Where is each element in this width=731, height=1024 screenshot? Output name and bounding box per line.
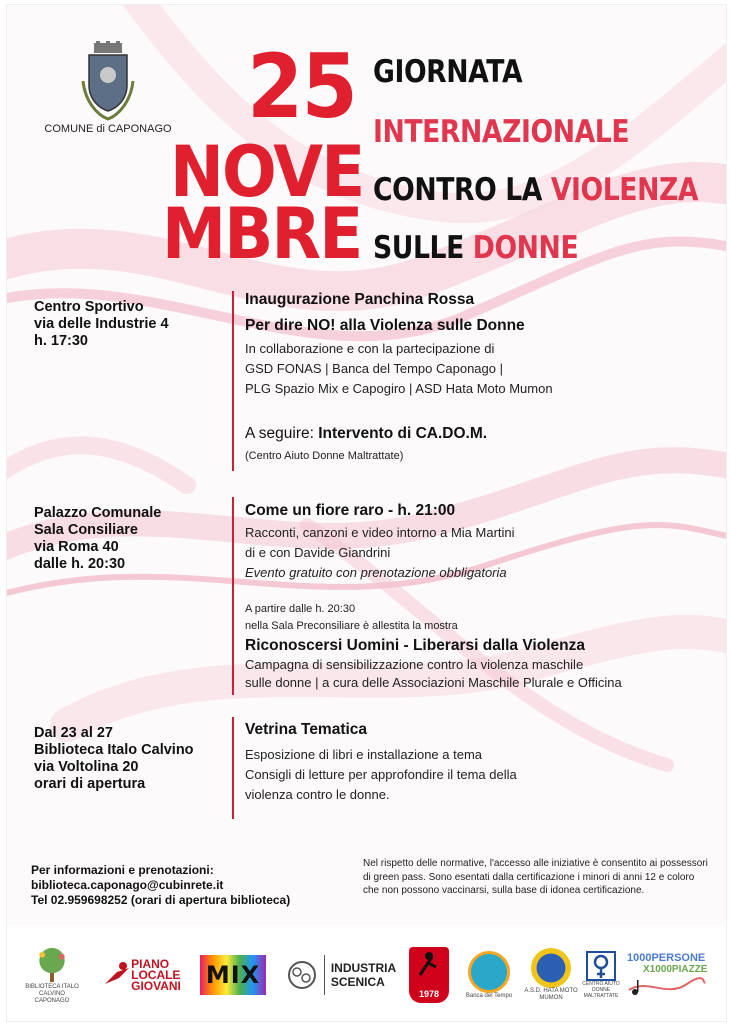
figure-icon bbox=[103, 960, 131, 990]
event3-divider bbox=[232, 717, 234, 819]
music-wave-icon bbox=[627, 976, 707, 998]
partner-logos-strip bbox=[7, 925, 726, 1021]
event1-location-line: via delle Industrie 4 bbox=[34, 316, 169, 332]
event3-detail-line: Consigli di letture per approfondire il tema della bbox=[245, 767, 517, 782]
persone-line1: 1000PERSONE bbox=[627, 952, 706, 964]
date-month-part2: MBRE bbox=[162, 193, 362, 275]
event1-location-line: Centro Sportivo bbox=[34, 299, 144, 315]
cadom-logo-caption: CENTRO AIUTO DONNE MALTRATTATE bbox=[582, 981, 620, 999]
headline-line2: INTERNAZIONALE bbox=[373, 114, 630, 150]
contact-phone: Tel 02.959698252 (orari di apertura biblioteca) bbox=[31, 893, 291, 907]
event2-divider bbox=[232, 497, 234, 695]
industria-scenica-logo bbox=[281, 945, 401, 1005]
persone-line2: X1000PIAZZE bbox=[643, 964, 708, 975]
event2-location-line: via Roma 40 bbox=[34, 539, 119, 555]
event3-location-line: orari di apertura bbox=[34, 776, 146, 792]
headline-line4-a: SULLE bbox=[373, 230, 464, 266]
event1-detail-line: In collaborazione e con la partecipazione di bbox=[245, 341, 495, 356]
event2-exhibit-detail-line: sulle donne | a cura delle Associazioni Maschile Plurale e Officina bbox=[245, 675, 622, 690]
event3-title: Vetrina Tematica bbox=[245, 721, 368, 738]
event3-location bbox=[34, 725, 194, 793]
event2-details bbox=[245, 523, 515, 583]
biblioteca-logo bbox=[21, 945, 83, 1005]
event2-exhibit-intro bbox=[245, 601, 458, 635]
event1-title: Inaugurazione Panchina Rossa bbox=[245, 291, 475, 308]
event2-location bbox=[34, 505, 161, 573]
event3-location-line: Biblioteca Italo Calvino bbox=[34, 742, 194, 758]
event3-detail-line: Esposizione di libri e installazione a tema bbox=[245, 747, 483, 762]
headline-line4-b: DONNE bbox=[472, 230, 579, 266]
fonas-year: 1978 bbox=[418, 989, 440, 999]
event3-location-line: Dal 23 al 27 bbox=[34, 725, 113, 741]
biblioteca-logo-caption: BIBLIOTECA ITALO CALVINO CAPONAGO bbox=[25, 984, 79, 1004]
event1-follow-prefix: A seguire: bbox=[245, 425, 314, 442]
tree-icon bbox=[30, 945, 74, 984]
mix-logo-box bbox=[200, 955, 266, 995]
event2-exhibit-line: A partire dalle h. 20:30 bbox=[245, 603, 356, 615]
event1-follow-title: Intervento di CA.DO.M. bbox=[318, 425, 488, 442]
date-day: 25 bbox=[247, 35, 356, 138]
green-pass-notice: Nel rispetto delle normative, l'accesso alle iniziative è consentito ai possessori di green pass. Sono esentati dalla certificazione i minori di anni 12 e coloro che non possono vaccinarsi, sulla base di idonea certificazione. bbox=[363, 858, 708, 896]
event2-detail-line: Racconti, canzoni e video intorno a Mia Martini bbox=[245, 525, 515, 540]
banca-del-tempo-logo bbox=[459, 945, 519, 1005]
hata-logo-caption: A.S.D. HATA MOTO MUMON bbox=[524, 988, 578, 1001]
event2-exhibit-line: nella Sala Preconsiliare è allestita la mostra bbox=[245, 620, 458, 632]
contact-info bbox=[31, 863, 290, 908]
piano-locale-giovani-logo bbox=[99, 945, 185, 1005]
event3-detail-line: violenza contro le donne. bbox=[245, 787, 390, 802]
piano-logo-text bbox=[131, 956, 181, 993]
cadom-logo bbox=[581, 945, 621, 1005]
mix-logo bbox=[199, 945, 267, 1005]
headline-line1: GIORNATA bbox=[373, 54, 523, 90]
banca-logo-caption: Banca del Tempo bbox=[465, 992, 513, 999]
headline-line3-b: VIOLENZA bbox=[550, 172, 699, 208]
event2-location-line: Palazzo Comunale bbox=[34, 505, 162, 521]
fonas-shield bbox=[409, 947, 449, 1003]
headline-line3 bbox=[373, 172, 699, 208]
industria-separator bbox=[324, 955, 325, 995]
mille-persone-logo bbox=[627, 945, 717, 1005]
woman-symbol-icon bbox=[586, 951, 616, 981]
piano-logo-line: LOCALE bbox=[131, 967, 181, 982]
event1-location-line: h. 17:30 bbox=[34, 333, 88, 349]
contact-email: biblioteca.caponago@cubinrete.it bbox=[31, 878, 224, 892]
event2-exhibit-detail-line: Campagna di sensibilizzazione contro la violenza maschile bbox=[245, 657, 584, 672]
industria-logo-text bbox=[331, 961, 396, 989]
event1-follow-note: (Centro Aiuto Donne Maltrattate) bbox=[245, 450, 404, 462]
contact-heading: Per informazioni e prenotazioni: bbox=[31, 863, 214, 877]
industria-logo-line: SCENICA bbox=[330, 975, 385, 989]
comune-label: COMUNE di CAPONAGO bbox=[44, 123, 172, 135]
hata-circle-icon bbox=[531, 948, 571, 988]
event2-exhibit-details bbox=[245, 656, 622, 692]
event2-location-line: dalle h. 20:30 bbox=[34, 556, 126, 572]
event1-divider bbox=[232, 291, 234, 471]
event2-italic-note: Evento gratuito con prenotazione obbligatoria bbox=[245, 565, 507, 580]
mix-logo-text: MIX bbox=[205, 961, 261, 989]
event1-location bbox=[34, 299, 169, 350]
player-icon bbox=[416, 951, 442, 977]
event1-detail-line: PLG Spazio Mix e Capogiro | ASD Hata Moto Mumon bbox=[245, 381, 553, 396]
event1-follow bbox=[245, 425, 487, 443]
event2-title: Come un fiore raro - h. 21:00 bbox=[245, 502, 456, 519]
date-month-part1: NOVE bbox=[170, 131, 364, 213]
piano-logo-line: PIANO bbox=[131, 956, 170, 971]
industria-logo-line: INDUSTRIA bbox=[330, 961, 397, 975]
poster bbox=[6, 4, 727, 1022]
event2-detail-line: di e con Davide Giandrini bbox=[245, 545, 391, 560]
hata-moto-mumon-logo bbox=[523, 945, 579, 1005]
comune-crest-icon bbox=[77, 41, 139, 125]
headline-line4 bbox=[373, 230, 579, 266]
event1-detail-line: GSD FONAS | Banca del Tempo Caponago | bbox=[245, 361, 503, 376]
event2-location-line: Sala Consiliare bbox=[34, 522, 138, 538]
fonas-logo bbox=[407, 945, 451, 1005]
piano-logo-line: GIOVANI bbox=[131, 978, 181, 993]
event3-details bbox=[245, 745, 517, 805]
banca-circle-icon bbox=[468, 951, 510, 993]
headline-line3-a: CONTRO LA bbox=[373, 172, 542, 208]
event2-exhibit-title: Riconoscersi Uomini - Liberarsi dalla Violenza bbox=[245, 637, 585, 654]
event3-location-line: via Voltolina 20 bbox=[34, 759, 139, 775]
event1-details bbox=[245, 339, 553, 399]
event1-subtitle: Per dire NO! alla Violenza sulle Donne bbox=[245, 317, 525, 334]
swirl-icon bbox=[286, 959, 318, 991]
